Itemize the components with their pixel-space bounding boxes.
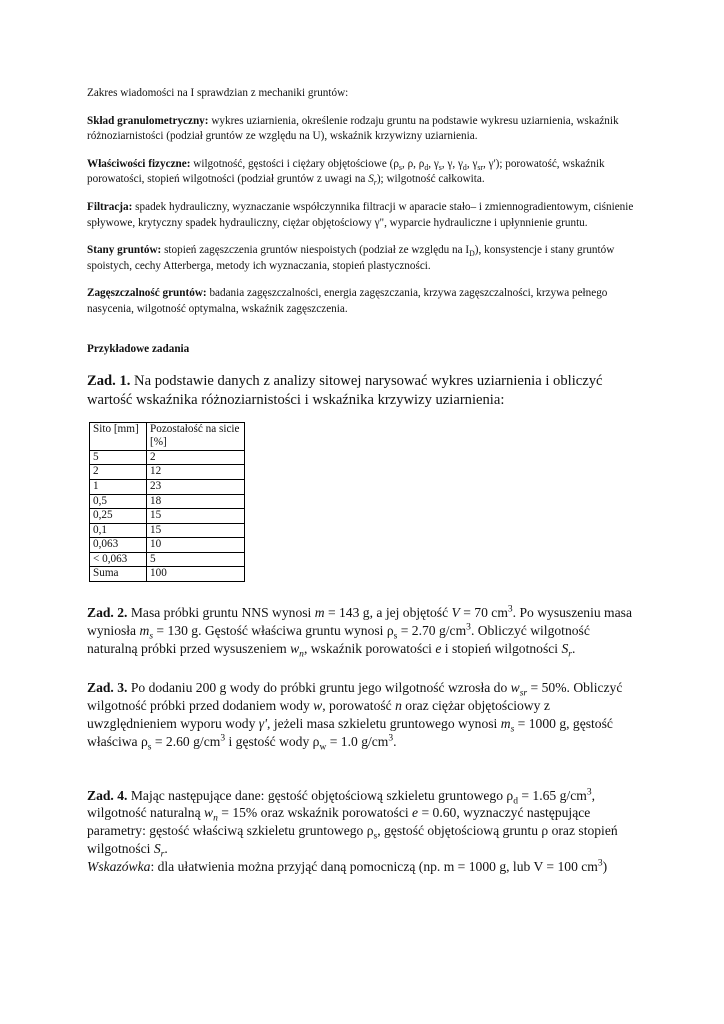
topic-text: wilgotność, gęstości i ciężary objętościowe ($\rho_s$, ρ, $\rho_d$, $\gamma_s$, γ, $\gamma_d$, $\gamma_{sr}$, γ'); porowatość, wskaźnik porowatości, stopień wilgotności (podział gruntów z uwagi na $S_r$); wilgotność całkowita. bbox=[87, 157, 605, 188]
table-cell: 0,063 bbox=[90, 538, 147, 553]
table-row bbox=[90, 450, 245, 465]
table-cell: 10 bbox=[147, 538, 245, 553]
table-cell: 2 bbox=[147, 450, 245, 465]
examples-heading: Przykładowe zadania bbox=[87, 342, 190, 355]
table-cell: 5 bbox=[147, 552, 245, 567]
table-row bbox=[90, 523, 245, 538]
task-3-text: Po dodaniu 200 g wody do próbki gruntu jego wilgotność wzrosła do $w_{sr} = 50\%$. Obliczyć wilgotność próbki przed dodaniem wody w, porowatość n oraz ciężar objętościowy z uwzględnieniem wyporu wody γ', jeżeli masa szkieletu gruntowego wynosi $m_s = 1000$ g, gęstość właściwa $\rho_s = 2.60$ $g/cm^3$ i gęstość wody $\rho_w = 1.0$ $g/cm^3$. bbox=[87, 680, 623, 753]
topic-title: Właściwości fizyczne: bbox=[87, 157, 191, 170]
topic-paragraph bbox=[87, 157, 634, 188]
task-3-label: Zad. 3. bbox=[87, 680, 128, 696]
table-cell: 23 bbox=[147, 479, 245, 494]
sieve-table bbox=[89, 422, 245, 583]
table-header-cell: Sito [mm] bbox=[90, 422, 147, 450]
task-2-text: Masa próbki gruntu NNS wynosi m = 143 g, a jej objętość V = 70 $cm^3$. Po wysuszeniu masa wyniosła $m_s = 130$ g. Gęstość właściwa gruntu wynosi $\rho_s = 2.70$ $g/cm^3$. Obliczyć wilgotność naturalną próbki przed wysuszeniem $w_n$, wskaźnik porowatości e i stopień wilgotności $S_r$. bbox=[87, 604, 632, 660]
topic-text: wykres uziarnienia, określenie rodzaju gruntu na podstawie wykresu uziarnienia, wskaźnik różnoziarnistości (podział gruntów ze względu na U), wskaźnik krzywizny uziarnienia. bbox=[87, 114, 619, 143]
task-1-text: Na podstawie danych z analizy sitowej narysować wykres uziarnienia i obliczyć wartość wskaźnika różnoziarnistości i wskaźnika krzywizy uziarnienia: bbox=[87, 373, 603, 409]
table-cell: 2 bbox=[90, 465, 147, 480]
task-1 bbox=[87, 372, 634, 410]
hint-text: : dla ułatwienia można przyjąć daną pomocniczą (np. m = 1000 g, lub V = 100 $cm^3$) bbox=[150, 858, 608, 874]
table-row bbox=[90, 538, 245, 553]
task-2 bbox=[87, 604, 634, 660]
table-cell: 5 bbox=[90, 450, 147, 465]
document-header: Zakres wiadomości na I sprawdzian z mechaniki gruntów: bbox=[87, 87, 349, 99]
task-3 bbox=[87, 679, 634, 753]
table-cell: < 0,063 bbox=[90, 552, 147, 567]
hint-label: Wskazówka bbox=[87, 858, 151, 874]
table-cell: 0,1 bbox=[90, 523, 147, 538]
table-cell: 15 bbox=[147, 523, 245, 538]
topic-title: Stany gruntów: bbox=[87, 244, 162, 257]
table-row bbox=[90, 494, 245, 509]
task-2-label: Zad. 2. bbox=[87, 605, 128, 621]
table-cell: 18 bbox=[147, 494, 245, 509]
topic-title: Skład granulometryczny: bbox=[87, 114, 209, 127]
task-4 bbox=[87, 787, 634, 876]
table-cell: 0,5 bbox=[90, 494, 147, 509]
topic-title: Zagęszczalność gruntów: bbox=[87, 287, 207, 300]
topic-text: badania zagęszczalności, energia zagęszczania, krzywa zagęszczalności, krzywa pełnego nasycenia, wilgotność optymalna, wskaźnik zagęszczenia. bbox=[87, 287, 608, 315]
topics-list bbox=[87, 114, 634, 318]
topic-paragraph bbox=[87, 286, 634, 317]
table-header-cell: Pozostałość na sicie [%] bbox=[147, 422, 245, 450]
table-cell: 0,25 bbox=[90, 509, 147, 524]
table-cell: 1 bbox=[90, 479, 147, 494]
table-cell: 15 bbox=[147, 509, 245, 524]
table-cell: 12 bbox=[147, 465, 245, 480]
table-row bbox=[90, 479, 245, 494]
task-1-label: Zad. 1. bbox=[87, 373, 131, 390]
task-4-text: Mając następujące dane: gęstość objętościową szkieletu gruntowego $\rho_d = 1.65$ $g/cm^3$, wilgotność naturalną $w_n = 15\%$ oraz wskaźnik porowatości e = 0.60, wyznaczyć następujące parametry: gęstość właściwą szkieletu gruntowego $\rho_s$, gęstość objętościową gruntu ρ oraz stopień wilgotności $S_r$. bbox=[87, 787, 618, 860]
topic-title: Filtracja: bbox=[87, 200, 133, 213]
table-row bbox=[90, 465, 245, 480]
table-row bbox=[90, 567, 245, 582]
topic-paragraph bbox=[87, 200, 634, 231]
table-row bbox=[90, 552, 245, 567]
table-cell: 100 bbox=[147, 567, 245, 582]
task-4-label: Zad. 4. bbox=[87, 787, 128, 803]
topic-paragraph bbox=[87, 243, 634, 274]
topic-text: stopień zagęszczenia gruntów niespoistych (podział ze względu na $I_D$), konsystencje i stany gruntów spoistych, cechy Atterberga, metody ich wyznaczania, stopień plastyczności. bbox=[87, 244, 615, 272]
table-cell: Suma bbox=[90, 567, 147, 582]
table-header-row bbox=[90, 422, 245, 450]
table-row bbox=[90, 509, 245, 524]
topic-text: spadek hydrauliczny, wyznaczanie współczynnika filtracji w aparacie stało– i zmiennogradientowym, ciśnienie spływowe, krytyczny spadek hydrauliczny, ciężar objętościowy γ", wyparcie hydrauliczne i upłynnienie gruntu. bbox=[87, 200, 634, 229]
topic-paragraph bbox=[87, 114, 634, 145]
